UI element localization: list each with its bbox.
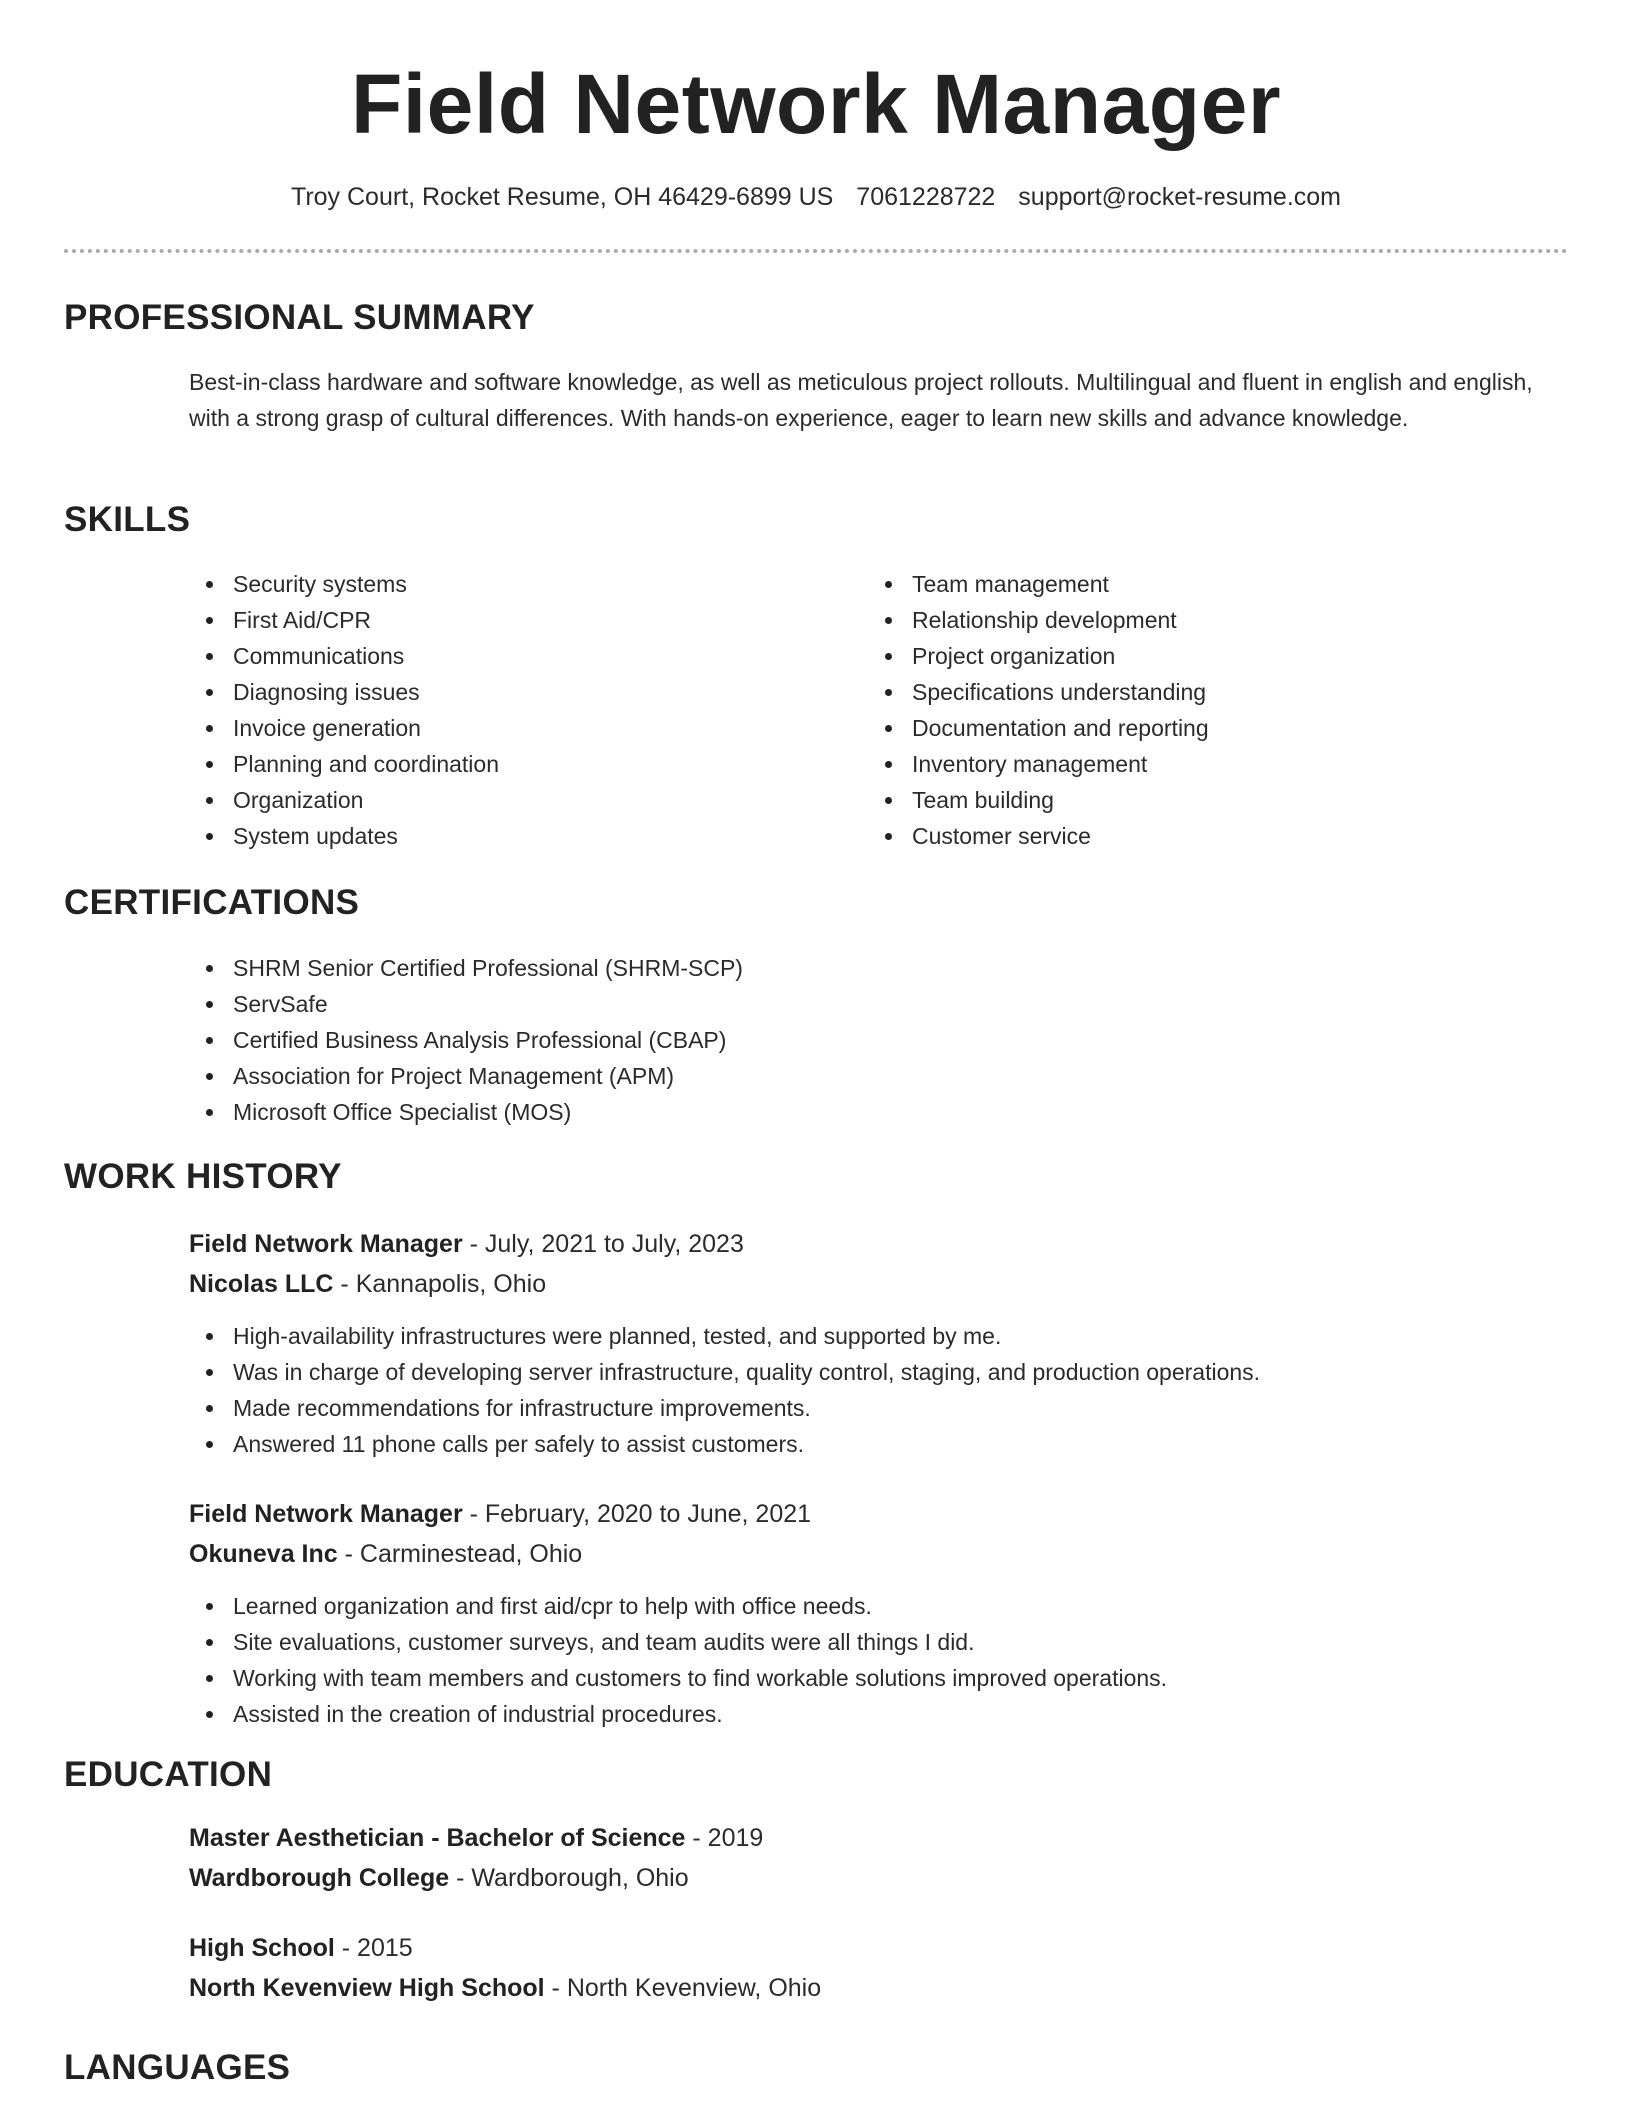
job-company: Nicolas LLC (189, 1270, 334, 1298)
contact-line (64, 183, 1568, 212)
education-school: Wardborough College (189, 1864, 450, 1892)
summary-heading: PROFESSIONAL SUMMARY (64, 298, 535, 337)
job-title-line (189, 1494, 1568, 1534)
education-school: North Kevenview High School (189, 1974, 545, 2002)
job-role: Field Network Manager (189, 1230, 463, 1258)
job-title-line (189, 1224, 1568, 1264)
skills-column-left (189, 566, 809, 854)
skills-list (189, 566, 1568, 856)
list-item: Organization (189, 782, 809, 818)
list-item: Customer service (868, 818, 1488, 854)
job-location: - Carminestead, Ohio (337, 1540, 583, 1568)
job-company-line (189, 1264, 1568, 1304)
list-item: Was in charge of developing server infrastructure, quality control, staging, and production operations. (189, 1354, 1568, 1390)
education-year: - 2019 (685, 1824, 764, 1852)
job-entry (189, 1494, 1568, 1732)
certifications-list (189, 950, 1568, 1130)
resume-name: Field Network Manager (350, 57, 1282, 151)
education-heading: EDUCATION (64, 1755, 273, 1794)
list-item: Planning and coordination (189, 746, 809, 782)
list-item: Site evaluations, customer surveys, and team audits were all things I did. (189, 1624, 1568, 1660)
work-history-heading: WORK HISTORY (64, 1157, 342, 1196)
list-item: Communications (189, 638, 809, 674)
contact-address: Troy Court, Rocket Resume, OH 46429-6899 US (290, 183, 834, 211)
education-year: - 2015 (334, 1934, 413, 1962)
list-item: High-availability infrastructures were planned, tested, and supported by me. (189, 1318, 1568, 1354)
job-role: Field Network Manager (189, 1500, 463, 1528)
summary-text: Best-in-class hardware and software knowledge, as well as meticulous project rollouts. Multilingual and fluent in english and english, with a strong grasp of cultural differences. With hands-on experience, eager to learn new skills and advance knowledge. (189, 369, 1533, 431)
job-dates: - February, 2020 to June, 2021 (462, 1500, 812, 1528)
job-entry (189, 1224, 1568, 1462)
contact-phone: 7061228722 (856, 183, 996, 211)
list-item: Invoice generation (189, 710, 809, 746)
education-entry (189, 1928, 1568, 2008)
education-location: - North Kevenview, Ohio (544, 1974, 822, 2002)
list-item: Team management (868, 566, 1488, 602)
list-item: Microsoft Office Specialist (MOS) (189, 1094, 1568, 1130)
languages-heading: LANGUAGES (64, 2048, 291, 2087)
education-degree-line (189, 1928, 1568, 1968)
contact-email: support@rocket-resume.com (1018, 183, 1342, 211)
education-school-line (189, 1968, 1568, 2008)
list-item: Team building (868, 782, 1488, 818)
list-item: Inventory management (868, 746, 1488, 782)
list-item: System updates (189, 818, 809, 854)
job-dates: - July, 2021 to July, 2023 (462, 1230, 744, 1258)
header-divider (64, 249, 1568, 253)
list-item: Assisted in the creation of industrial procedures. (189, 1696, 1568, 1732)
list-item: Security systems (189, 566, 809, 602)
list-item: First Aid/CPR (189, 602, 809, 638)
education-degree: Master Aesthetician - Bachelor of Science (189, 1824, 686, 1852)
education-school-line (189, 1858, 1568, 1898)
education-degree: High School (189, 1934, 335, 1962)
list-item: Association for Project Management (APM) (189, 1058, 1568, 1094)
list-item: Project organization (868, 638, 1488, 674)
list-item: Relationship development (868, 602, 1488, 638)
education-degree-line (189, 1818, 1568, 1858)
certifications-heading: CERTIFICATIONS (64, 883, 360, 922)
list-item: Learned organization and first aid/cpr to help with office needs. (189, 1588, 1568, 1624)
list-item: Specifications understanding (868, 674, 1488, 710)
list-item: Answered 11 phone calls per safely to assist customers. (189, 1426, 1568, 1462)
education-entry (189, 1818, 1568, 1898)
job-company: Okuneva Inc (189, 1540, 338, 1568)
job-location: - Kannapolis, Ohio (333, 1270, 547, 1298)
list-item: Made recommendations for infrastructure improvements. (189, 1390, 1568, 1426)
list-item: Certified Business Analysis Professional (CBAP) (189, 1022, 1568, 1058)
list-item: Documentation and reporting (868, 710, 1488, 746)
resume-page (64, 0, 1568, 2112)
job-company-line (189, 1534, 1568, 1574)
list-item: Working with team members and customers to find workable solutions improved operations. (189, 1660, 1568, 1696)
education-location: - Wardborough, Ohio (449, 1864, 689, 1892)
skills-heading: SKILLS (64, 500, 191, 539)
skills-column-right (868, 566, 1488, 854)
list-item: ServSafe (189, 986, 1568, 1022)
list-item: SHRM Senior Certified Professional (SHRM-SCP) (189, 950, 1568, 986)
list-item: Diagnosing issues (189, 674, 809, 710)
